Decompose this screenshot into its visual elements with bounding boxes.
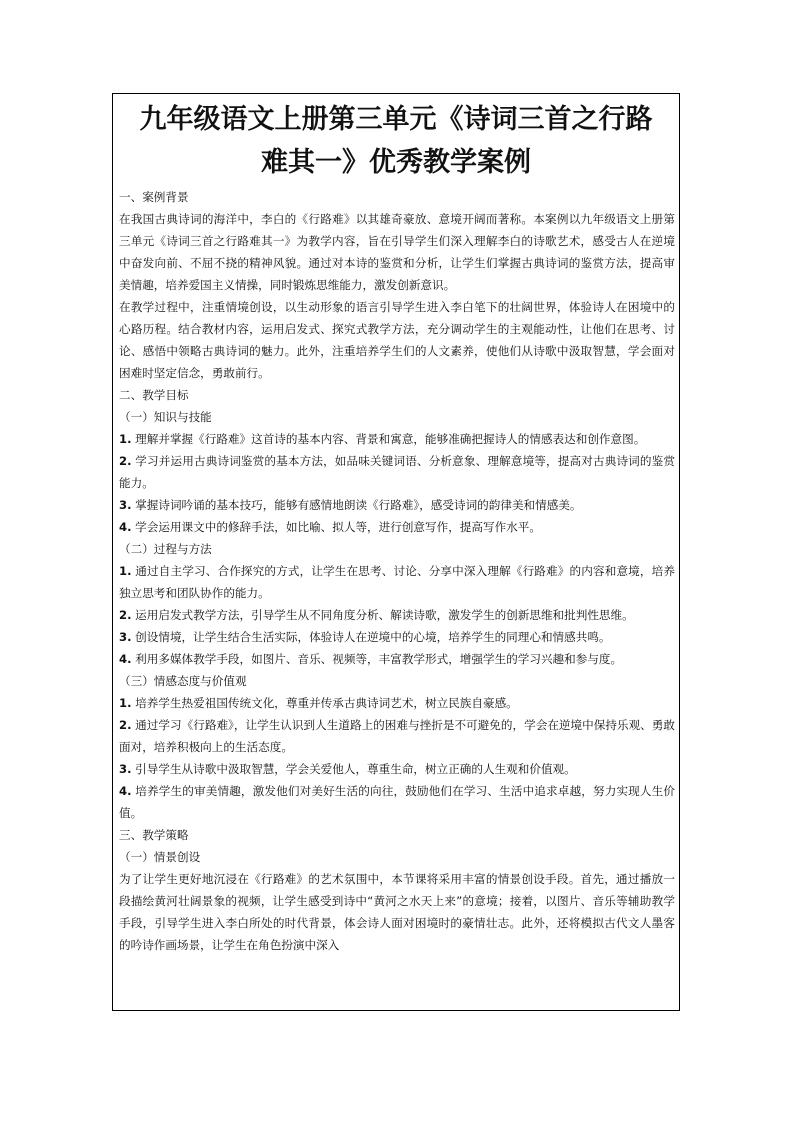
section-heading: （一）情景创设 bbox=[119, 850, 201, 864]
item-number: 4. bbox=[119, 652, 132, 666]
numbered-item bbox=[119, 692, 675, 714]
title-line-2: 难其一》优秀教学案例 bbox=[261, 147, 531, 178]
item-text: 学习并运用古典诗词鉴赏的基本方法，如品味关键词语、分析意象、理解意境等，提高对古典诗词的鉴赏能力。 bbox=[119, 454, 675, 490]
section-heading: 二、教学目标 bbox=[119, 388, 189, 402]
item-number: 3. bbox=[119, 762, 132, 776]
numbered-item bbox=[119, 714, 675, 758]
item-number: 3. bbox=[119, 498, 132, 512]
numbered-item bbox=[119, 560, 675, 604]
section-heading: （二）过程与方法 bbox=[119, 542, 212, 556]
item-number: 1. bbox=[119, 432, 132, 446]
item-text: 学会运用课文中的修辞手法，如比喻、拟人等，进行创意写作，提高写作水平。 bbox=[131, 520, 541, 534]
item-text: 理解并掌握《行路难》这首诗的基本内容、背景和寓意，能够准确把握诗人的情感表达和创作意图。 bbox=[131, 432, 646, 446]
numbered-item bbox=[119, 780, 675, 824]
numbered-item bbox=[119, 494, 675, 516]
numbered-item bbox=[119, 516, 675, 538]
item-text: 创设情境，让学生结合生活实际，体验诗人在逆境中的心境，培养学生的同理心和情感共鸣。 bbox=[131, 630, 611, 644]
item-text: 运用启发式教学方法，引导学生从不同角度分析、解读诗歌，激发学生的创新思维和批判性思维。 bbox=[131, 608, 634, 622]
section-heading: （一）知识与技能 bbox=[119, 410, 212, 424]
item-number: 1. bbox=[119, 564, 132, 578]
document-title bbox=[113, 98, 679, 184]
section-heading: （三）情感态度与价值观 bbox=[119, 674, 247, 688]
section-heading: 一、案例背景 bbox=[119, 190, 189, 204]
numbered-item bbox=[119, 626, 675, 648]
item-text: 培养学生的审美情趣，激发他们对美好生活的向往，鼓励他们在学习、生活中追求卓越，努力实现人生价值。 bbox=[119, 784, 675, 820]
item-text: 通过学习《行路难》，让学生认识到人生道路上的困难与挫折是不可避免的，学会在逆境中保持乐观、勇敢面对，培养积极向上的生活态度。 bbox=[119, 718, 675, 754]
item-number: 2. bbox=[119, 718, 132, 732]
item-text: 掌握诗词吟诵的基本技巧，能够有感情地朗读《行路难》，感受诗词的韵律美和情感美。 bbox=[131, 498, 582, 512]
numbered-item bbox=[119, 428, 675, 450]
item-number: 4. bbox=[119, 784, 132, 798]
item-text: 引导学生从诗歌中汲取智慧，学会关爱他人，尊重生命，树立正确的人生观和价值观。 bbox=[131, 762, 576, 776]
item-number: 2. bbox=[119, 454, 132, 468]
section-heading: 三、教学策略 bbox=[119, 828, 189, 842]
numbered-item bbox=[119, 758, 675, 780]
item-text: 通过自主学习、合作探究的方式，让学生在思考、讨论、分享中深入理解《行路难》的内容和意境，培养独立思考和团队协作的能力。 bbox=[119, 564, 675, 600]
item-text: 培养学生热爱祖国传统文化，尊重并传承古典诗词艺术，树立民族自豪感。 bbox=[131, 696, 518, 710]
item-number: 1. bbox=[119, 696, 132, 710]
numbered-item bbox=[119, 450, 675, 494]
paragraph: 在教学过程中，注重情境创设，以生动形象的语言引导学生进入李白笔下的壮阔世界，体验诗人在困境中的心路历程。结合教材内容，运用启发式、探究式教学方法，充分调动学生的主观能动性，让他们在思考、讨论、感悟中领略古典诗词的魅力。此外，注重培养学生们的人文素养，使他们从诗歌中汲取智慧，学会面对困难时坚定信念，勇敢前行。 bbox=[119, 300, 675, 380]
document-body bbox=[113, 186, 679, 956]
item-text: 利用多媒体教学手段，如图片、音乐、视频等，丰富教学形式，增强学生的学习兴趣和参与度。 bbox=[131, 652, 623, 666]
numbered-item bbox=[119, 604, 675, 626]
document-frame bbox=[112, 93, 680, 1011]
title-line-1: 九年级语文上册第三单元《诗词三首之行路 bbox=[139, 104, 653, 135]
item-number: 2. bbox=[119, 608, 132, 622]
item-number: 3. bbox=[119, 630, 132, 644]
item-number: 4. bbox=[119, 520, 132, 534]
paragraph: 为了让学生更好地沉浸在《行路难》的艺术氛围中，本节课将采用丰富的情景创设手段。首先，通过播放一段描绘黄河壮阔景象的视频，让学生感受到诗中“黄河之水天上来”的意境；接着，以图片、音乐等辅助教学手段，引导学生进入李白所处的时代背景，体会诗人面对困境时的豪情壮志。此外，还将模拟古代文人墨客的吟诗作画场景，让学生在角色扮演中深入 bbox=[119, 872, 675, 952]
paragraph: 在我国古典诗词的海洋中，李白的《行路难》以其雄奇豪放、意境开阔而著称。本案例以九年级语文上册第三单元《诗词三首之行路难其一》为教学内容，旨在引导学生们深入理解李白的诗歌艺术，感受古人在逆境中奋发向前、不屈不挠的精神风貌。通过对本诗的鉴赏和分析，让学生们掌握古典诗词的鉴赏方法，提高审美情趣，培养爱国主义情操，同时锻炼思维能力，激发创新意识。 bbox=[119, 212, 675, 292]
numbered-item bbox=[119, 648, 675, 670]
